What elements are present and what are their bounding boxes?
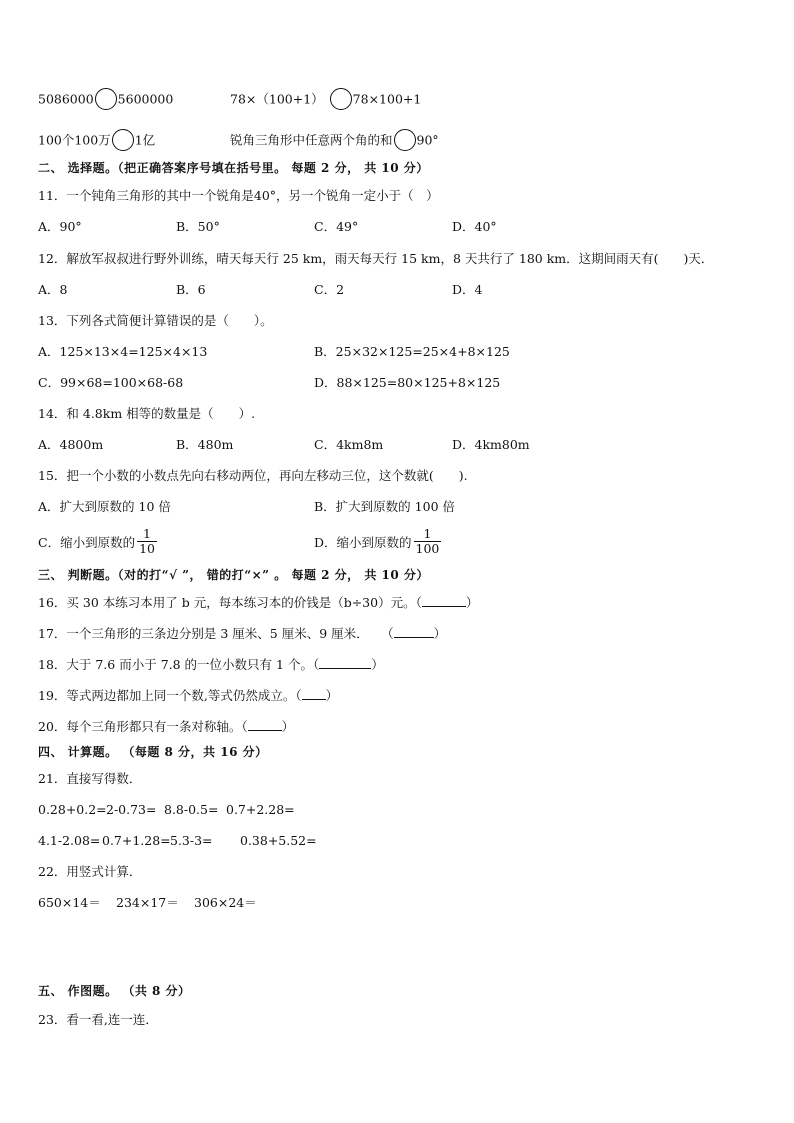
section-title-calc: 四、 计算题。 （每题 8 分，共 16 分） — [38, 745, 268, 759]
compare-left: 5086000 — [38, 91, 94, 107]
question-14: 14．和 4.8km 相等的数量是（ ）. — [38, 406, 256, 421]
calc-item: 0.38+5.52= — [240, 833, 317, 848]
question-12: 12．解放军叔叔进行野外训练，晴天每天行 25 km，雨天每天行 15 km，8 天共行了 180 km．这期间雨天有( )天． — [38, 251, 714, 266]
question-21: 21．直接写得数． — [38, 771, 142, 786]
compare-right: 90° — [416, 132, 439, 148]
compare-row-2a — [38, 130, 155, 152]
option-c-text: C．缩小到原数的 — [38, 535, 136, 550]
answer-circle[interactable] — [112, 129, 134, 151]
fraction — [414, 527, 442, 556]
question-18 — [38, 656, 384, 673]
fraction-numerator: 1 — [143, 526, 151, 541]
calc-item: 0.7+2.28= — [226, 802, 295, 817]
fraction-numerator: 1 — [423, 526, 432, 541]
close-paren: ） — [433, 626, 447, 641]
calc-item: 306×24＝ — [194, 895, 257, 910]
option-c[interactable] — [38, 528, 157, 558]
compare-row-2b — [230, 130, 439, 152]
option-d[interactable]: D．88×125=80×125+8×125 — [314, 375, 501, 390]
answer-blank[interactable] — [302, 687, 326, 700]
section-title-judge: 三、 判断题。（对的打“√ ”， 错的打“×” 。 每题 2 分， 共 10 分） — [38, 568, 429, 582]
close-paren: ） — [371, 657, 384, 672]
option-d[interactable] — [314, 528, 441, 558]
answer-circle[interactable] — [95, 88, 117, 110]
calc-item: 5.3-3= — [170, 833, 213, 848]
answer-blank[interactable] — [422, 594, 466, 607]
compare-left: 锐角三角形中任意两个角的和 — [230, 132, 393, 148]
answer-circle[interactable] — [330, 88, 352, 110]
question-11: 11．一个钝角三角形的其中一个锐角是40°，另一个锐角一定小于（ ） — [38, 188, 439, 203]
option-a[interactable]: A．8 — [38, 282, 68, 297]
option-d[interactable]: D．40° — [452, 219, 497, 234]
answer-blank[interactable] — [319, 656, 371, 669]
answer-blank[interactable] — [248, 718, 282, 731]
question-17-text: 17．一个三角形的三条边分别是 3 厘米、5 厘米、9 厘米． （ — [38, 626, 394, 641]
fraction-denominator: 10 — [139, 541, 155, 556]
question-20 — [38, 718, 294, 735]
option-c[interactable]: C．2 — [314, 282, 345, 297]
option-a[interactable]: A．4800m — [38, 437, 104, 452]
option-b[interactable]: B．50° — [176, 219, 220, 234]
calc-item: 650×14＝ — [38, 895, 101, 910]
question-22: 22．用竖式计算． — [38, 864, 142, 879]
question-18-text: 18．大于 7.6 而小于 7.8 的一位小数只有 1 个。（ — [38, 657, 320, 672]
option-d[interactable]: D．4 — [452, 282, 483, 297]
fraction — [137, 527, 157, 556]
question-23: 23．看一看,连一连． — [38, 1012, 158, 1027]
calc-item: 0.28+0.2= — [38, 802, 107, 817]
question-17 — [38, 625, 446, 642]
option-d[interactable]: D．4km80m — [452, 437, 530, 452]
calc-item: 2-0.73= — [106, 802, 157, 817]
compare-right: 5600000 — [117, 91, 174, 107]
option-a[interactable]: A．90° — [38, 219, 82, 234]
compare-row-1a — [38, 89, 173, 111]
option-c[interactable]: C．4km8m — [314, 437, 384, 452]
calc-item: 0.7+1.28= — [102, 833, 171, 848]
option-c[interactable]: C．49° — [314, 219, 359, 234]
close-paren: ） — [325, 688, 339, 703]
section-title-draw: 五、 作图题。 （共 8 分） — [38, 984, 191, 998]
compare-right: 78×100+1 — [352, 91, 422, 107]
question-19-text: 19．等式两边都加上同一个数,等式仍然成立。（ — [38, 688, 302, 703]
option-b[interactable]: B．25×32×125=25×4+8×125 — [314, 344, 510, 359]
close-paren: ） — [281, 719, 295, 734]
fraction-denominator: 100 — [415, 541, 440, 556]
question-20-text: 20．每个三角形都只有一条对称轴。（ — [38, 719, 248, 734]
option-d-text: D．缩小到原数的 — [314, 535, 412, 550]
answer-circle[interactable] — [394, 129, 416, 151]
option-b[interactable]: B．6 — [176, 282, 206, 297]
option-b[interactable]: B．480m — [176, 437, 234, 452]
calc-item: 8.8-0.5= — [164, 802, 219, 817]
calc-item: 4.1-2.08= — [38, 833, 101, 848]
section-title-choice: 二、 选择题。（把正确答案序号填在括号里。 每题 2 分， 共 10 分） — [38, 161, 429, 175]
compare-row-1b — [230, 89, 421, 111]
compare-right: 1亿 — [134, 132, 156, 148]
question-13: 13．下列各式简便计算错误的是（ ）。 — [38, 313, 273, 328]
compare-left: 100个100万 — [38, 132, 111, 148]
compare-left: 78×（100+1） — [230, 91, 324, 107]
question-19 — [38, 687, 338, 704]
question-16-text: 16．买 30 本练习本用了 b 元，每本练习本的价钱是（b÷30）元。（ — [38, 595, 422, 610]
option-a[interactable]: A．扩大到原数的 10 倍 — [38, 499, 171, 514]
option-c[interactable]: C．99×68=100×68-68 — [38, 375, 184, 390]
option-b[interactable]: B．扩大到原数的 100 倍 — [314, 499, 455, 514]
close-paren: ） — [465, 595, 479, 610]
option-a[interactable]: A．125×13×4=125×4×13 — [38, 344, 208, 359]
calc-item: 234×17＝ — [116, 895, 179, 910]
question-15: 15．把一个小数的小数点先向右移动两位，再向左移动三位，这个数就( ). — [38, 468, 468, 483]
answer-blank[interactable] — [394, 625, 434, 638]
question-16 — [38, 594, 478, 611]
